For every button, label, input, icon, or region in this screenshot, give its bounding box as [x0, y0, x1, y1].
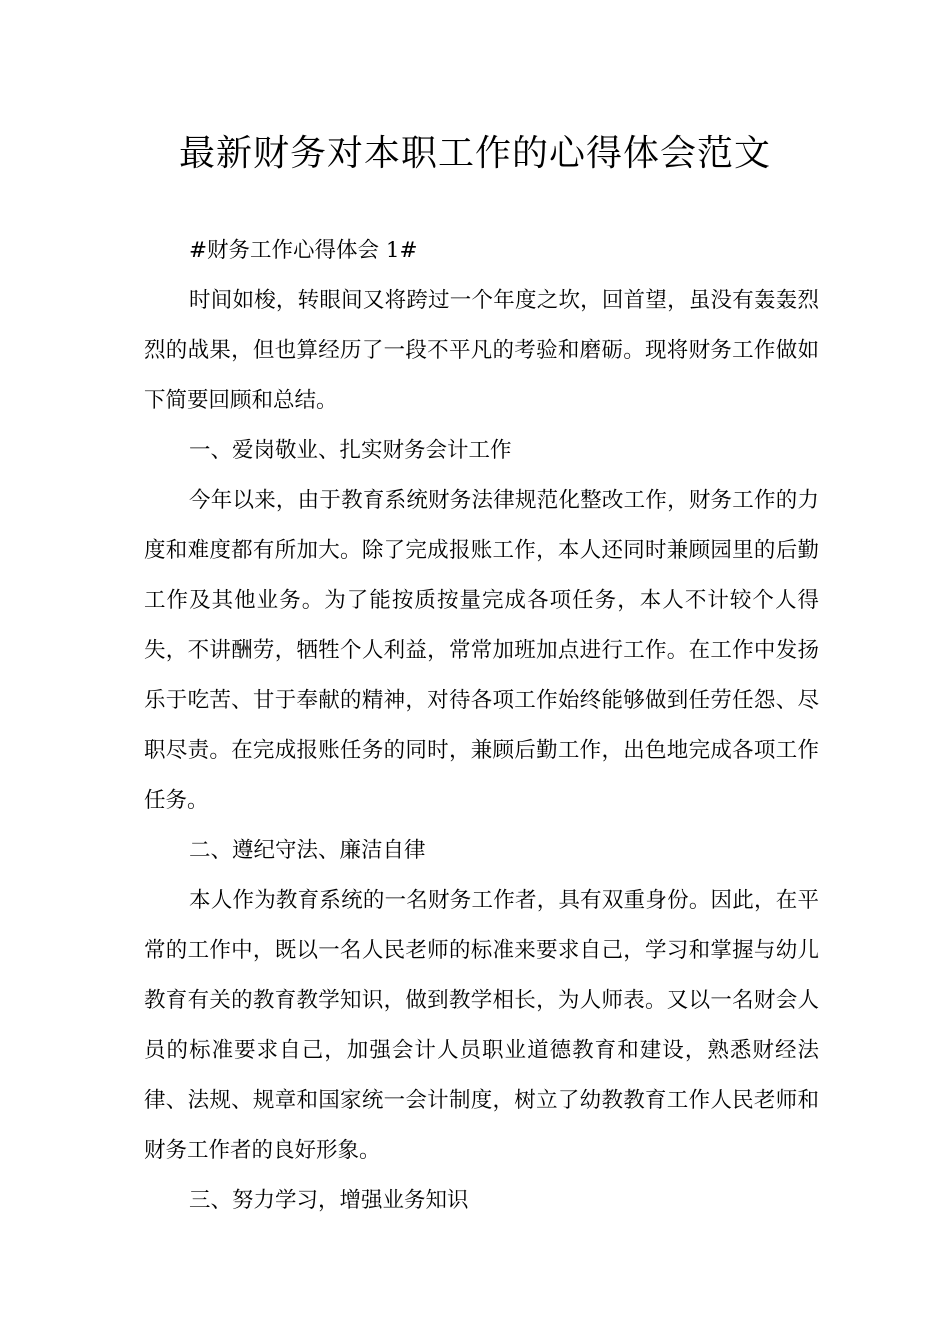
document-body [144, 226, 819, 1226]
section-1-paragraph: 今年以来，由于教育系统财务法律规范化整改工作，财务工作的力度和难度都有所加大。除了完成报账工作，本人还同时兼顾园里的后勤工作及其他业务。为了能按质按量完成各项任务，本人不计较个人得失，不讲酬劳，牺牲个人利益，常常加班加点进行工作。在工作中发扬乐于吃苦、甘于奉献的精神，对待各项工作始终能够做到任劳任怨、尽职尽责。在完成报账任务的同时，兼顾后勤工作，出色地完成各项工作任务。 [144, 488, 819, 813]
section-heading-1: 一、爱岗敬业、扎实财务会计工作 [189, 438, 512, 463]
intro-paragraph: 时间如梭，转眼间又将跨过一个年度之坎，回首望，虽没有轰轰烈烈的战果，但也算经历了一段不平凡的考验和磨砺。现将财务工作做如下简要回顾和总结。 [144, 288, 819, 413]
section-heading-3: 三、努力学习，增强业务知识 [189, 1188, 469, 1213]
section-marker: #财务工作心得体会 1# [189, 238, 418, 263]
section-2-paragraph: 本人作为教育系统的一名财务工作者，具有双重身份。因此，在平常的工作中，既以一名人民老师的标准来要求自己，学习和掌握与幼儿教育有关的教育教学知识，做到教学相长，为人师表。又以一名财会人员的标准要求自己，加强会计人员职业道德教育和建设，熟悉财经法律、法规、规章和国家统一会计制度，树立了幼教教育工作人民老师和财务工作者的良好形象。 [144, 888, 819, 1163]
section-heading-2: 二、遵纪守法、廉洁自律 [189, 838, 426, 863]
document-title: 最新财务对本职工作的心得体会范文 [178, 133, 771, 174]
